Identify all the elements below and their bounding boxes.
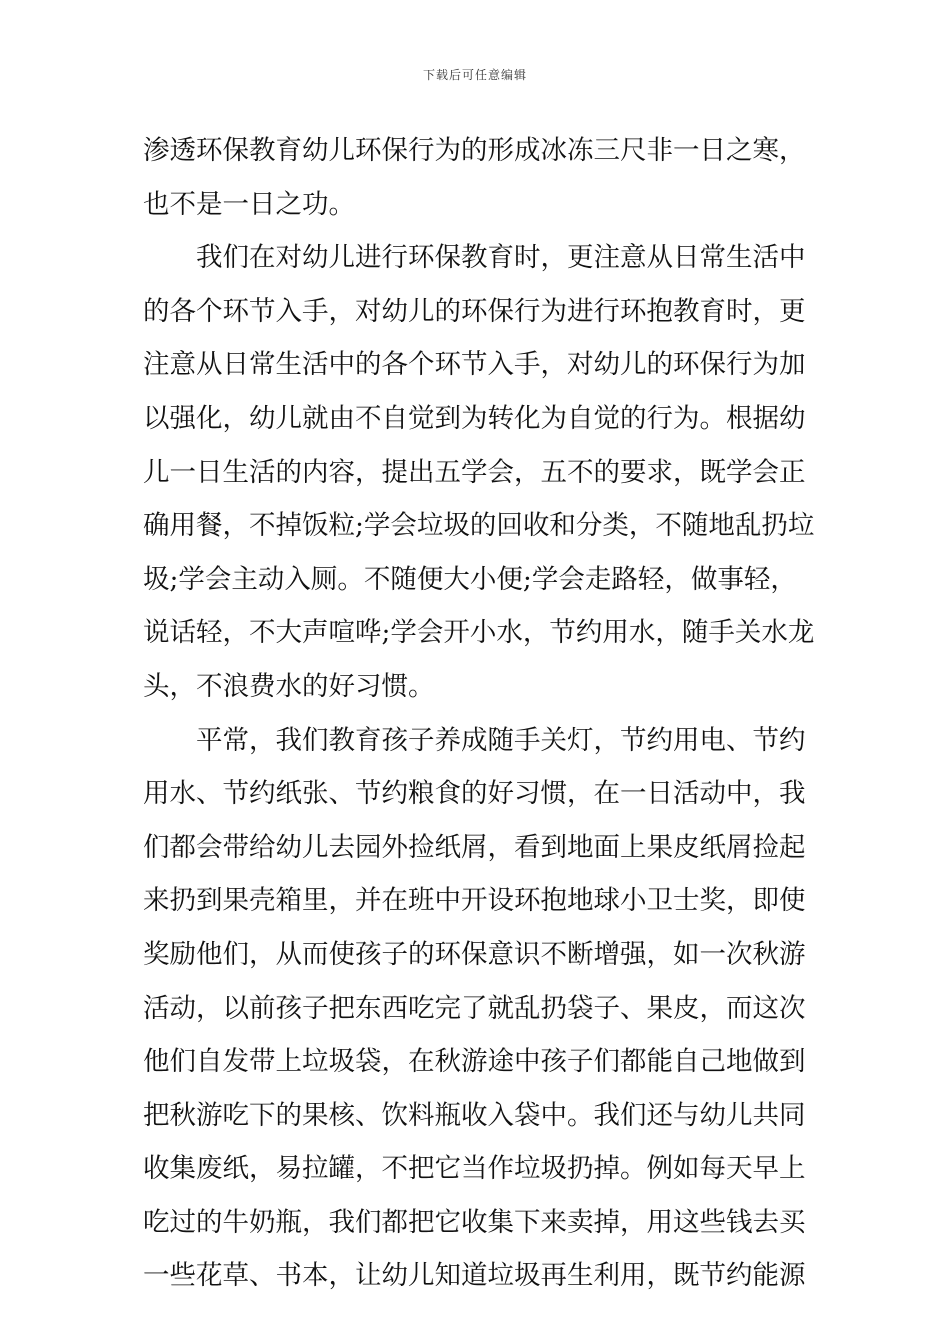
text-line: 也不是一日之功。 — [143, 188, 355, 220]
header-note: 下载后可任意编辑 — [422, 68, 527, 82]
text-line: 儿一日生活的内容，提出五学会，五不的要求，既学会正 — [143, 456, 806, 488]
body-text — [143, 124, 815, 1303]
text-line: 渗透环保教育幼儿环保行为的形成冰冻三尺非一日之寒， — [143, 135, 806, 166]
text-line: 活动，以前孩子把东西吃完了就乱扔袋子、果皮，而这次 — [143, 992, 806, 1024]
text-line: 用水、节约纸张、节约粮食的好习惯，在一日活动中，我 — [143, 778, 806, 810]
text-line: 注意从日常生活中的各个环节入手，对幼儿的环保行为加 — [143, 349, 806, 381]
text-line: 们都会带给幼儿去园外捡纸屑，看到地面上果皮纸屑捡起 — [143, 831, 806, 863]
text-line: 把秋游吃下的果核、饮料瓶收入袋中。我们还与幼儿共同 — [143, 1099, 806, 1131]
text-line: 来扔到果壳箱里，并在班中开设环抱地球小卫士奖，即使 — [143, 885, 806, 917]
text-line: 吃过的牛奶瓶，我们都把它收集下来卖掉，用这些钱去买 — [143, 1206, 806, 1238]
text-line: 圾;学会主动入厕。不随便大小便;学会走路轻，做事轻， — [143, 563, 797, 595]
text-line: 一些花草、书本，让幼儿知道垃圾再生利用，既节约能源 — [143, 1260, 806, 1292]
text-line: 说话轻，不大声喧哗;学会开小水，节约用水，随手关水龙 — [143, 617, 815, 649]
text-line: 的各个环节入手，对幼儿的环保行为进行环抱教育时，更 — [143, 295, 806, 327]
paragraph-start-line: 我们在对幼儿进行环保教育时，更注意从日常生活中 — [196, 242, 806, 274]
paragraph-start-line: 平常，我们教育孩子养成随手关灯，节约用电、节约 — [196, 724, 806, 756]
text-line: 确用餐，不掉饭粒;学会垃圾的回收和分类，不随地乱扔垃 — [143, 510, 815, 542]
text-line: 他们自发带上垃圾袋，在秋游途中孩子们都能自己地做到 — [143, 1046, 806, 1078]
text-line: 以强化，幼儿就由不自觉到为转化为自觉的行为。根据幼 — [143, 402, 806, 434]
text-line: 奖励他们，从而使孩子的环保意识不断增强，如一次秋游 — [143, 938, 806, 970]
text-line: 收集废纸，易拉罐，不把它当作垃圾扔掉。例如每天早上 — [143, 1153, 806, 1185]
text-line: 头，不浪费水的好习惯。 — [143, 670, 435, 702]
